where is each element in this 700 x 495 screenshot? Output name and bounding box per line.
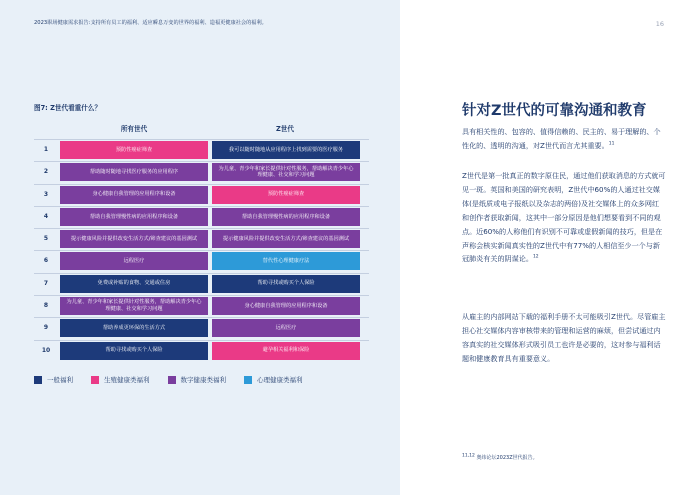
legend-swatch — [91, 376, 99, 384]
legend-swatch — [168, 376, 176, 384]
rank-number: 1 — [43, 146, 49, 153]
legend-swatch — [244, 376, 252, 384]
section-title: 针对Z世代的可靠沟通和教育 — [462, 103, 647, 119]
paragraph-2-text: Z世代是第一批真正的数字原住民，通过他们获取消息的方式就可见一斑。英国和美国的研究表明，Z世代中60%的人通过社交媒体(是纸质或电子报纸以及杂志的两倍)及社交媒体上的众多网红和创作者获取新闻，这其中一部分原因是他们想要看到不同的观点。近60%的人称他们有识别不可靠或虚假新闻的技巧，但是在声称会核实新闻真实性的Z世代中有77%的人相信至少一个与新冠肺炎有关的阴谋论。 — [462, 171, 666, 264]
rank-number: 3 — [43, 190, 49, 198]
rank-number: 4 — [43, 212, 49, 220]
gen-z-benefit: 远程医疗 — [212, 319, 360, 337]
footnote-text: 奥纬论坛2023Z世代报告。 — [476, 455, 538, 461]
paragraph-3: 从雇主的内部网站下载的福利手册不太可能吸引Z世代。尽管雇主担心社交媒体内容审核带来的管理和运营的麻烦，但尝试通过内容真实的社交媒体形式吸引员工也许是必要的，这对参与福利话题和健康教育具有重要意义。 — [462, 312, 666, 363]
legend-label: 生殖健康类福利 — [104, 376, 150, 384]
all-generations-benefit: 为儿童、青少年和家长提供针对性服务，帮助解决青少年心理健康、社交和学习问题 — [60, 297, 208, 315]
right-page — [400, 0, 700, 495]
gen-z-benefit: 替代性心理健康疗法 — [212, 252, 360, 270]
legend — [34, 375, 303, 384]
row-divider — [34, 250, 369, 251]
footnote-ref: 11,12 — [462, 453, 475, 459]
rank-number: 8 — [43, 302, 49, 310]
row-divider — [34, 273, 369, 274]
gen-z-benefit: 帮助寻找或购买个人保险 — [212, 275, 360, 293]
table-row — [34, 206, 369, 228]
legend-label: 一般福利 — [47, 376, 73, 384]
column-header-all-generations: 所有世代 — [120, 125, 148, 133]
table-row — [34, 295, 369, 317]
paragraph-2-ref: 12 — [532, 255, 539, 261]
legend-label: 心理健康类福利 — [257, 376, 303, 384]
gen-z-benefit: 提示健康风险并提供改变生活方式/筛查建议的基因测试 — [212, 230, 360, 248]
figure-title: 图7: Z世代看重什么？ — [34, 104, 102, 112]
legend-swatch — [34, 376, 42, 384]
all-generations-benefit: 远程医疗 — [60, 252, 208, 270]
row-divider — [34, 139, 369, 140]
rank-number: 10 — [41, 346, 51, 354]
row-divider — [34, 184, 369, 185]
table-row — [34, 340, 369, 362]
rank-number: 5 — [43, 235, 49, 243]
row-divider — [34, 161, 369, 162]
row-divider — [34, 206, 369, 207]
row-divider — [34, 317, 369, 318]
gen-z-benefit: 为儿童、青少年和家长提供针对性服务，帮助解决青少年心理健康、社交和学习问题 — [212, 163, 360, 181]
gen-z-benefit: 帮助自我管理慢性病的应用程序和设备 — [212, 208, 360, 226]
row-divider — [34, 228, 369, 229]
paragraph-1-ref: 11 — [608, 141, 615, 147]
all-generations-benefit: 帮助自我管理慢性病的应用程序和设备 — [60, 208, 208, 226]
table-row — [34, 161, 369, 183]
paragraph-1-text: 具有相关性的、包容的、值得信赖的、民主的、易于理解的、个性化的、透明的沟通，对Z世代而言尤其重要。 — [462, 127, 661, 150]
gen-z-benefit: 预防性癌症筛查 — [212, 186, 360, 204]
legend-item — [168, 375, 227, 384]
all-generations-benefit: 帮助养成更环保的生活方式 — [60, 319, 208, 337]
paragraph-2 — [462, 169, 666, 266]
rank-number: 7 — [43, 279, 49, 287]
all-generations-benefit: 帮助寻找或购买个人保险 — [60, 342, 208, 360]
rank-number: 2 — [43, 168, 49, 176]
gen-z-benefit: 避孕相关福利和保险 — [212, 342, 360, 360]
legend-label: 数字健康类福利 — [180, 376, 226, 384]
row-divider — [34, 340, 369, 341]
page-number: 16 — [655, 20, 664, 28]
all-generations-benefit: 免费或补贴的食物、交通或住房 — [60, 275, 208, 293]
legend-item — [34, 375, 73, 384]
all-generations-benefit: 身心健康自我管理的应用程序和设备 — [60, 186, 208, 204]
paragraph-1 — [462, 125, 666, 153]
all-generations-benefit: 提示健康风险并提供改变生活方式/筛查建议的基因测试 — [60, 230, 208, 248]
rank-number: 6 — [43, 257, 49, 265]
gen-z-benefit: 我可以随时随地从应用程序上找到需要的医疗服务 — [212, 141, 360, 159]
gen-z-benefit: 身心健康自我管理的应用程序和设备 — [212, 297, 360, 315]
row-divider — [34, 295, 369, 296]
column-header-gen-z: Z世代 — [276, 125, 294, 133]
table-row — [34, 317, 369, 339]
running-head: 2023职场健康需求报告:支持所有员工的福利、适应瞬息万变的世界的福利、造福更健康社会的福利。 — [34, 20, 267, 26]
legend-item — [244, 375, 303, 384]
footnote — [462, 454, 538, 461]
table-row — [34, 273, 369, 295]
table-row — [34, 228, 369, 250]
ranking-table — [34, 139, 369, 362]
table-row — [34, 139, 369, 161]
rank-number: 9 — [43, 324, 49, 332]
legend-item — [91, 375, 150, 384]
table-row — [34, 184, 369, 206]
all-generations-benefit: 预防性癌症筛查 — [60, 141, 208, 159]
table-row — [34, 250, 369, 272]
all-generations-benefit: 帮助随时随地寻找医疗服务的应用程序 — [60, 163, 208, 181]
